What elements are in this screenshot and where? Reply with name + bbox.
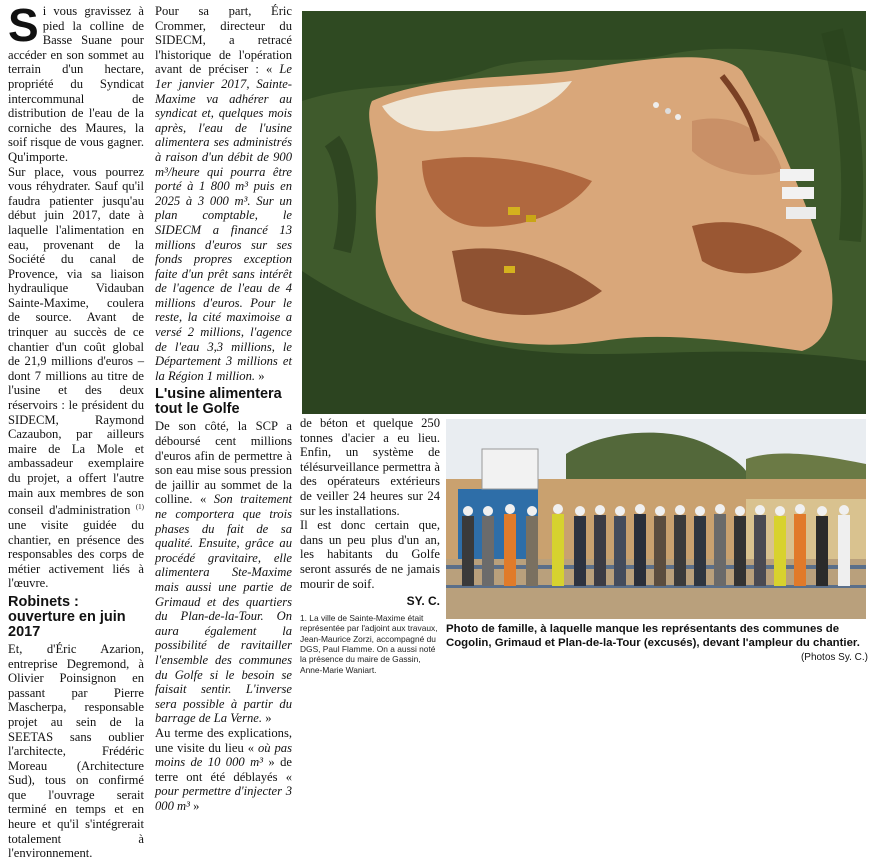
body-paragraph [8,165,144,591]
drop-cap: S [8,0,39,51]
author-signature: SY. C. [406,594,440,609]
body-text: Sur place, vous pourrez vous réhydrater. Sauf qu'il faudra patienter jusqu'au début juin 2017, date à laquelle l'alimentation en eau, provenant de la Société du canal de Provence, via sa liaison hydraulique Vidauban Sainte-Maxime, coulera de source. Avant de trinquer au succès de ce chantier d'un coût global de 21,9 millions d'euros – dont 7 millions au titre de l'usine et des deux réservoirs : le président du SIDECM, Raymond Cazaubon, par ailleurs maire de La Mole et ambassadeur exemplaire du projet, a offert l'autre main aux membres de son conseil d'administration [8,164,144,518]
body-text: Pour sa part, Éric Crommer, directeur du SIDECM, a retracé l'historique de l'opération avant de préciser : « [155,4,292,77]
photo-credit: (Photos Sy. C.) [800,652,868,663]
body-paragraph: Il est donc certain que, dans un peu plus d'un an, les habitants du Golfe seront assurés de ne jamais mourir de soif. [300,518,440,591]
footnote-ref: (1) [135,503,144,512]
body-text: De son côté, la SCP a déboursé cent millions d'euros afin de permettre à son eau mise sous pression de jaillir au sommet de la colline. « [155,419,292,507]
photo-caption [446,622,868,665]
caption-text: Photo de famille, à laquelle manque les représentants des communes de Cogolin, Grimaud et Plan-de-la-Tour (excusés), devant l'ampleur du chantier. [446,623,860,649]
footnote: 1. La ville de Sainte-Maxime était représentée par l'adjoint aux travaux, Jean-Maurice Zorzi, accompagné du DGS, Paul Flamme. On a aussi noté la présence du maire de Gassin, Anne-Marie Waniart. [300,612,438,675]
subheading-robinets: Robinets : ouverture en juin 2017 [8,593,126,640]
body-text: » de terre ont été déblayés « [155,755,292,784]
quote-text: pour permettre d'injecter 3 000 m³ [155,784,292,813]
body-paragraph [155,4,292,383]
quote-text: où pas moins de 10 000 m³ [155,740,292,770]
article-column-1 [8,0,144,861]
body-text: une visite guidée du chantier, en présence des responsables des corps de métier activement liés à l'œuvre. [8,517,144,591]
body-paragraph [155,419,292,725]
body-text: » [189,798,200,813]
quote-text: Le 1er janvier 2017, Sainte-Maxime va adhérer au syndicat et, quelques mois après, l'eau de l'usine alimentera ses administrés à raison d'un débit de 900 m³/heure qui pourra être porté à 1 800 m³ puis en 2025 à 3 000 m³. Sur un plan comptable, le SIDECM a financé 13 millions d'euros sur ses fonds propres exception faite d'un prêt sans intérêt de l'agence de l'eau de 4 millions d'euros. Pour le reste, la cité maximoise a versé 2 millions, l'agence de l'eau 3,3 millions, le Département 3 millions et la Région 1 million. [155,62,292,383]
intro-paragraph: i vous gravissez à pied la colline de Basse Suane pour accéder en son sommet au terrain d'un hectare, propriété du Syndicat intercommunal de distribution de l'eau de la corniche des Maures, la soif risque de vous gagner. Qu'importe. [8,4,144,164]
body-paragraph: Et, d'Éric Azarion, entreprise Degremond, à Olivier Poinsignon en passant par Pierre Mascherpa, responsable projet au sein de la SEETAS sans oublier l'architecte, Frédéric Moreau (Architecture Sud), tous on confirmé que l'ouvrage serait terminé en temps et en heure et qu'il s'intégrerait totalement à l'environnement. [8,641,144,861]
body-paragraph: de béton et quelque 250 tonnes d'acier a eu lieu. Enfin, un système de télésurveillance permettra à des opérateurs extérieurs de veiller 24 heures sur 24 sur les installations. [300,416,440,518]
article-column-2 [155,4,292,813]
subheading-usine: L'usine alimentera tout le Golfe [155,386,282,418]
body-text: Au terme des explications, une visite du lieu « [155,725,292,755]
body-paragraph [155,726,292,814]
article-column-3 [300,416,440,675]
group-photo [446,419,866,619]
body-text: » [262,711,272,726]
aerial-construction-photo [302,11,866,414]
body-text: » [255,368,265,383]
quote-text: Son traitement ne comportera que trois phases du fait de sa qualité. Ensuite, grâce au procédé gravitaire, elle alimentera Ste-Maxime mais aussi une partie de Grimaud et des quartiers du Plan-de-la-Tour. On aura également la possibilité de ravitailler l'ensemble des communes du Golfe si le besoin se faisait sentir. L'inverse sera possible à partir du barrage de La Verne. [155,492,292,726]
